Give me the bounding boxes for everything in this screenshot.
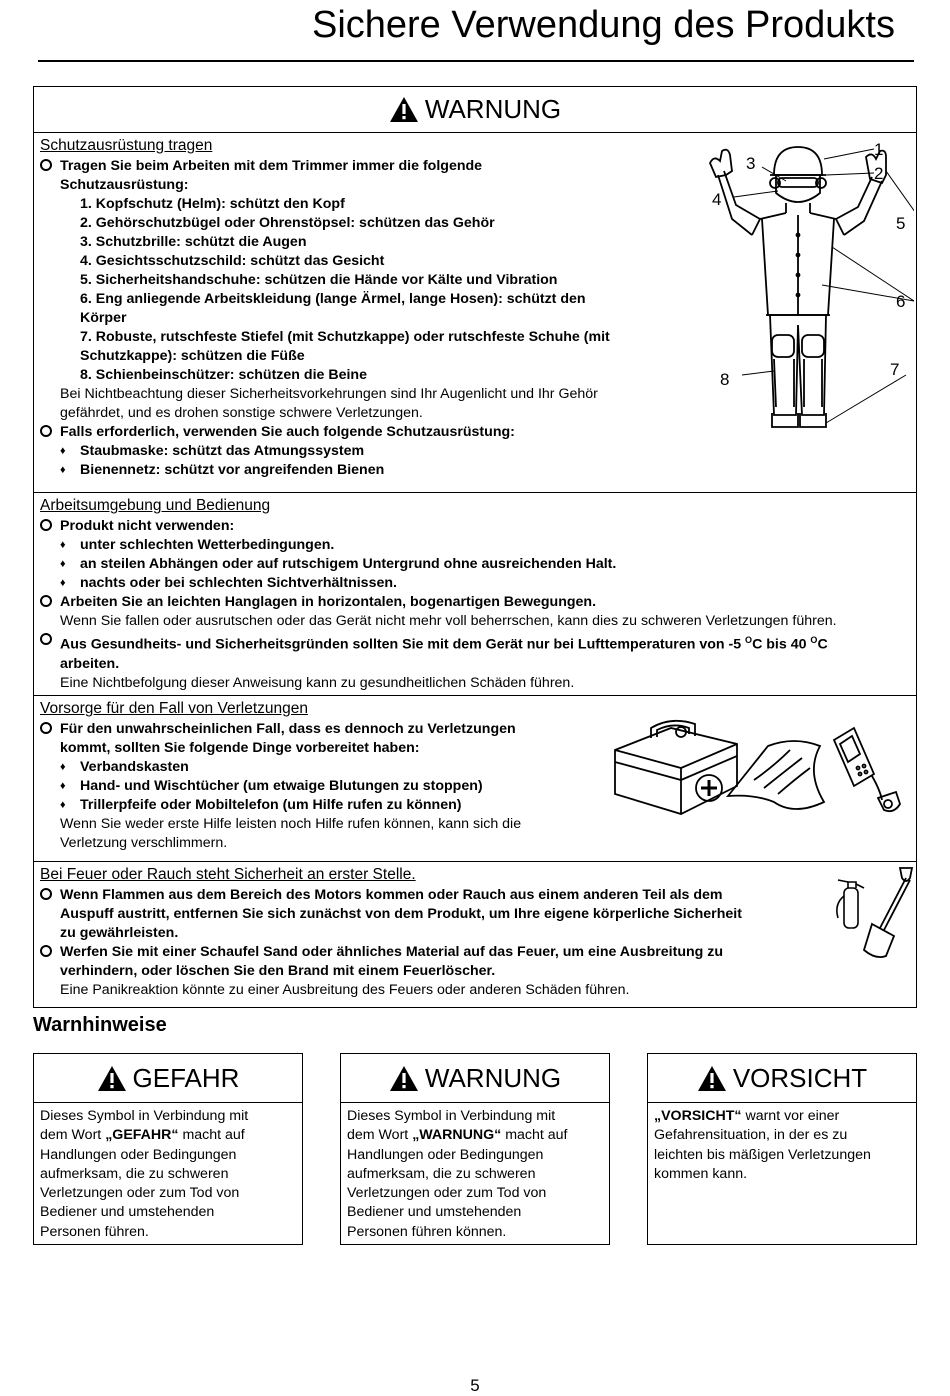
signal-box-danger (33, 1053, 303, 1245)
list-item: ♦ Hand- und Wischtücher (um etwaige Blutungen zu stoppen) (60, 778, 483, 794)
bullet-diamond-icon: ♦ (60, 464, 66, 476)
figure-label: 1 (874, 140, 884, 159)
figure-label: 7 (890, 360, 900, 379)
signal-box-warning (340, 1053, 610, 1245)
signal-box-caution (647, 1053, 917, 1245)
list-item: ♦ unter schlechten Wetterbedingungen. (60, 537, 335, 553)
bullet-diamond-icon: ♦ (60, 558, 66, 570)
signal-words-heading: Warnhinweise (33, 1014, 167, 1036)
warning-triangle-icon (97, 1065, 127, 1092)
bullet-circle-icon (40, 887, 52, 906)
section-title: Schutzausrüstung tragen (40, 137, 213, 154)
bullet-diamond-icon: ♦ (60, 780, 66, 792)
note-text: gefährdet, und es drohen sonstige schwere Verletzungen. (60, 405, 423, 421)
bullet-circle-icon (40, 944, 52, 963)
note-text: Verletzung verschlimmern. (60, 835, 228, 851)
list-item: Produkt nicht verwenden: (40, 517, 910, 536)
whistle-icon (874, 788, 914, 818)
signal-word: WARNUNG (424, 1062, 562, 1093)
list-item: ♦ Bienennetz: schützt vor angreifenden Bienen (60, 462, 385, 478)
signal-description: Dieses Symbol in Verbindung mit dem Wort „WARNUNG“ macht auf Handlungen oder Bedingungen aufmerksam, die zu schweren Verletzungen oder zum Tod von Bediener und umstehenden Personen führen können. (347, 1108, 568, 1240)
list-item: ♦ Verbandskasten (60, 759, 189, 775)
list-item: 8. Schienbeinschützer: schützen die Beine (80, 367, 367, 383)
page-title: Sichere Verwendung des Produkts (311, 4, 895, 46)
list-item: Aus Gesundheits- und Sicherheitsgründen sollten Sie mit dem Gerät nur bei Lufttemperaturen von -5 $^O$C bis 40 $^O$C (40, 631, 910, 655)
bullet-diamond-icon: ♦ (60, 799, 66, 811)
list-item: Tragen Sie beim Arbeiten mit dem Trimmer immer die folgende (40, 157, 910, 176)
bullet-circle-icon (40, 424, 52, 443)
list-item: ♦ Trillerpfeife oder Mobiltelefon (um Hilfe rufen zu können) (60, 797, 462, 813)
list-item: ♦ Staubmaske: schützt das Atmungssystem (60, 443, 365, 459)
list-item: Schutzausrüstung: (60, 177, 189, 193)
list-item: 1. Kopfschutz (Helm): schützt den Kopf (80, 196, 345, 212)
list-item: Arbeiten Sie an leichten Hanglagen in horizontalen, bogenartigen Bewegungen. (40, 593, 910, 612)
signal-word: VORSICHT (732, 1062, 868, 1093)
list-item: ♦ nachts oder bei schlechten Sichtverhältnissen. (60, 575, 397, 591)
list-item: Wenn Flammen aus dem Bereich des Motors kommen oder Rauch aus einem anderen Teil als dem (40, 886, 910, 905)
note-text: Bei Nichtbeachtung dieser Sicherheitsvorkehrungen sind Ihr Augenlicht und Ihr Gehör (60, 386, 598, 402)
page-number: 5 (470, 1376, 480, 1395)
section-injury (34, 696, 916, 862)
warning-header (34, 87, 916, 133)
warning-triangle-icon (389, 96, 419, 123)
list-item: zu gewährleisten. (60, 925, 179, 941)
signal-header (341, 1054, 609, 1103)
list-item: Schutzkappe): schützen die Füße (80, 348, 305, 364)
section-fire (34, 862, 916, 1008)
warning-triangle-icon (697, 1065, 727, 1092)
list-item: 7. Robuste, rutschfeste Stiefel (mit Schutzkappe) oder rutschfeste Schuhe (mit (80, 329, 610, 345)
signal-word: GEFAHR (132, 1062, 240, 1093)
bullet-circle-icon (40, 594, 52, 613)
note-text: Wenn Sie fallen oder ausrutschen oder das Gerät nicht mehr voll beherrschen, kann dies zu schweren Verletzungen führen. (60, 613, 837, 629)
list-item: verhindern, oder löschen Sie den Brand mit einem Feuerlöscher. (60, 963, 496, 979)
list-item: ♦ an steilen Abhängen oder auf rutschigem Untergrund ohne ausreichenden Halt. (60, 556, 617, 572)
signal-description: Dieses Symbol in Verbindung mit dem Wort „GEFAHR“ macht auf Handlungen oder Bedingungen aufmerksam, die zu schweren Verletzungen oder zum Tod von Bediener und umstehenden Personen führen. (40, 1108, 249, 1240)
bullet-diamond-icon: ♦ (60, 445, 66, 457)
section-ppe (34, 133, 916, 493)
signal-header (648, 1054, 916, 1103)
figure-label: 2 (874, 164, 884, 183)
list-item: Werfen Sie mit einer Schaufel Sand oder ähnliches Material auf das Feuer, um eine Ausbreitung zu (40, 943, 910, 962)
signal-description: „VORSICHT“ warnt vor einer Gefahrensituation, in der es zu leichten bis mäßigen Verletzungen kommen kann. (654, 1108, 871, 1182)
list-item: Auspuff austritt, entfernen Sie sich zunächst von dem Produkt, um Ihre eigene körperliche Sicherheit (60, 906, 742, 922)
warning-box (33, 86, 917, 1008)
shovel-icon (852, 864, 922, 964)
figure-label: 6 (896, 292, 906, 311)
figure-label: 4 (712, 190, 722, 209)
bullet-diamond-icon: ♦ (60, 761, 66, 773)
note-text: Wenn Sie weder erste Hilfe leisten noch Hilfe rufen können, kann sich die (60, 816, 522, 832)
first-aid-kit-icon (611, 710, 741, 820)
section-environment (34, 493, 916, 696)
bullet-diamond-icon: ♦ (60, 539, 66, 551)
list-item: Für den unwahrscheinlichen Fall, dass es dennoch zu Verletzungen (40, 720, 910, 739)
bullet-circle-icon (40, 518, 52, 537)
towel-icon (724, 736, 834, 816)
figure-label: 5 (896, 214, 906, 233)
protective-gear-figure (674, 135, 914, 435)
figure-label: 8 (720, 370, 730, 389)
list-item: 5. Sicherheitshandschuhe: schützen die Hände vor Kälte und Vibration (80, 272, 558, 288)
signal-header (34, 1054, 302, 1103)
section-title: Arbeitsumgebung und Bedienung (40, 497, 271, 514)
bullet-diamond-icon: ♦ (60, 577, 66, 589)
title-divider (38, 60, 914, 62)
section-title: Vorsorge für den Fall von Verletzungen (40, 700, 308, 717)
list-item: 3. Schutzbrille: schützt die Augen (80, 234, 307, 250)
section-title: Bei Feuer oder Rauch steht Sicherheit an erster Stelle. (40, 866, 416, 883)
bullet-circle-icon (40, 158, 52, 177)
bullet-circle-icon (40, 721, 52, 740)
list-item: Körper (80, 310, 127, 326)
list-item: Falls erforderlich, verwenden Sie auch folgende Schutzausrüstung: (40, 423, 910, 442)
figure-label: 3 (746, 154, 756, 173)
bullet-circle-icon (40, 632, 52, 651)
note-text: Eine Panikreaktion könnte zu einer Ausbreitung des Feuers oder anderen Schäden führen. (60, 982, 630, 998)
list-item: kommt, sollten Sie folgende Dinge vorbereitet haben: (60, 740, 420, 756)
list-item: 4. Gesichtsschutzschild: schützt das Gesicht (80, 253, 385, 269)
list-item: 2. Gehörschutzbügel oder Ohrenstöpsel: schützen das Gehör (80, 215, 495, 231)
list-item: 6. Eng anliegende Arbeitskleidung (lange Ärmel, lange Hosen): schützt den (80, 291, 586, 307)
note-text: Eine Nichtbefolgung dieser Anweisung kann zu gesundheitlichen Schäden führen. (60, 674, 575, 691)
warning-heading: WARNUNG (424, 94, 562, 124)
warning-triangle-icon (389, 1065, 419, 1092)
list-item: arbeiten. (60, 655, 120, 672)
